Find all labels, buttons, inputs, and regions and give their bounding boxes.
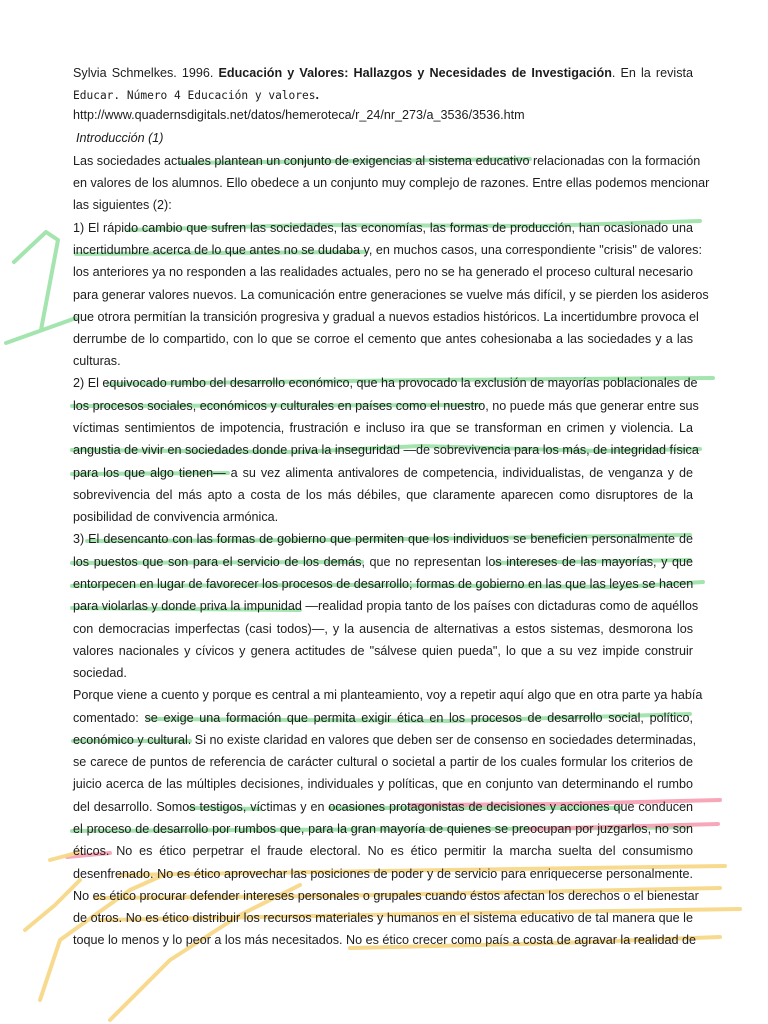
citation-line-1 [73, 65, 693, 81]
body-line: toque lo menos y lo peor a los más necesitados. No es ético crecer como país a costa de agravar la realidad de [73, 933, 697, 947]
body-line: 1) El rápido cambio que sufren las sociedades, las economías, las formas de producción, han ocasionado una [73, 221, 693, 235]
body-line: se carece de puntos de referencia de carácter cultural o societal a partir de los cuales formular los criterios de [73, 755, 693, 769]
body-line: para los que algo tienen— a su vez alimenta antivalores de competencia, individualistas, de venganza y de [73, 466, 693, 480]
body-line: en valores de los alumnos. Ello obedece a un conjunto muy complejo de razones. Entre ellas podemos mencionar [73, 176, 710, 190]
citation-url-text[interactable]: http://www.quadernsdigitals.net/datos/hemeroteca/r_24/nr_273/a_3536/3536.htm [73, 108, 525, 122]
body-line: de otros. No es ético distribuir los recursos materiales y humanos en el sistema educativo de tal manera que le [73, 911, 693, 925]
body-line: entorpecen en lugar de favorecer los procesos de desarrollo; formas de gobierno en las que las leyes se hacen [73, 577, 694, 591]
body-line: desenfrenado. No es ético aprovechar las posiciones de poder y de servicio para enriquecerse personalmente. [73, 867, 693, 881]
body-line: sociedad. [73, 666, 127, 680]
body-line: 3) El desencanto con las formas de gobierno que permiten que los individuos se beneficien personalmente de [73, 532, 693, 546]
body-line: para violarlas y donde priva la impunidad —realidad propia tanto de los países con dictaduras como de aquéllos [73, 599, 699, 613]
body-line: angustia de vivir en sociedades donde priva la inseguridad —de sobrevivencia para los más, de integridad física [73, 443, 699, 457]
body-line: Las sociedades actuales plantean un conjunto de exigencias al sistema educativo relacionadas con la formación [73, 154, 701, 168]
section-title: Introducción (1) [76, 131, 164, 145]
body-line: el proceso de desarrollo por rumbos que, para la gran mayoría de quienes se preocupan por juzgarlos, no son [73, 822, 693, 836]
body-line: con democracias imperfectas (casi todos)—, y la ausencia de alternativas a estos sistemas, desmorona los [73, 622, 693, 636]
citation-dot: . [315, 88, 319, 102]
citation-author-year: Sylvia Schmelkes. 1996. [73, 66, 219, 80]
body-line: juicio acerca de las múltiples decisiones, individuales y políticas, que en conjunto van determinando el rumbo [73, 777, 693, 791]
body-line: para generar valores nuevos. La comunicación entre generaciones se vuelve más difícil, y se pierden los asideros [73, 288, 709, 302]
body-line: No es ético procurar defender intereses personales o grupales cuando éstos afectan los derechos o el bienestar [73, 889, 699, 903]
body-line: los puestos que son para el servicio de los demás, que no representan los intereses de las mayorías, y que [73, 555, 693, 569]
body-line: 2) El equivocado rumbo del desarrollo económico, que ha provocado la exclusión de mayorías poblacionales de [73, 376, 698, 390]
citation-journal: Educar. Número 4 Educación y valores [73, 89, 316, 102]
citation-url[interactable] [73, 107, 693, 123]
body-line: derrumbe de lo compartido, con lo que se corroe el cemento que antes cohesionaba a las sociedades y a las [73, 332, 693, 346]
body-line: del desarrollo. Somos testigos, víctimas y en ocasiones protagonistas de decisiones y acciones que conducen [73, 800, 693, 814]
body-line: económico y cultural. Si no existe claridad en valores que deben ser de consenso en sociedades determinadas, [73, 733, 697, 747]
body-line: los procesos sociales, económicos y culturales en países como el nuestro, no puede más que generar entre sus [73, 399, 699, 413]
body-line: Porque viene a cuento y porque es central a mi planteamiento, voy a repetir aquí algo que en otra parte ya había [73, 688, 703, 702]
body-line: posibilidad de convivencia armónica. [73, 510, 279, 524]
citation-line-2 [73, 87, 693, 104]
body-line: valores nacionales y cívicos y genera actitudes de "sálvese quien pueda", lo que a su vez impide construir [73, 644, 693, 658]
body-line: sobrevivencia del más apto a costa de los más débiles, que claramente aparecen como disruptores de la [73, 488, 693, 502]
citation-title: Educación y Valores: Hallazgos y Necesidades de Investigación [218, 66, 612, 80]
body-line: incertidumbre acerca de lo que antes no se dudaba y, en muchos casos, una correspondiente "crisis" de valores: [73, 243, 702, 257]
body-line: que otrora permitían la transición progresiva y gradual a nuevos estadios históricos. La incertidumbre provoca el [73, 310, 699, 324]
body-line: éticos. No es ético perpetrar el fraude electoral. No es ético permitir la marcha suelta del consumismo [73, 844, 693, 858]
body-line: comentado: se exige una formación que permita exigir ética en los procesos de desarrollo social, político, [73, 711, 693, 725]
body-line: víctimas sentimientos de impotencia, frustración e incluso ira que se transforman en crimen y violencia. La [73, 421, 693, 435]
body-line: los anteriores ya no responden a las realidades actuales, pero no se ha generado el proceso cultural necesario [73, 265, 693, 279]
body-line: las siguientes (2): [73, 198, 172, 212]
body-line: culturas. [73, 354, 121, 368]
citation-suffix: . En la revista [611, 66, 693, 80]
